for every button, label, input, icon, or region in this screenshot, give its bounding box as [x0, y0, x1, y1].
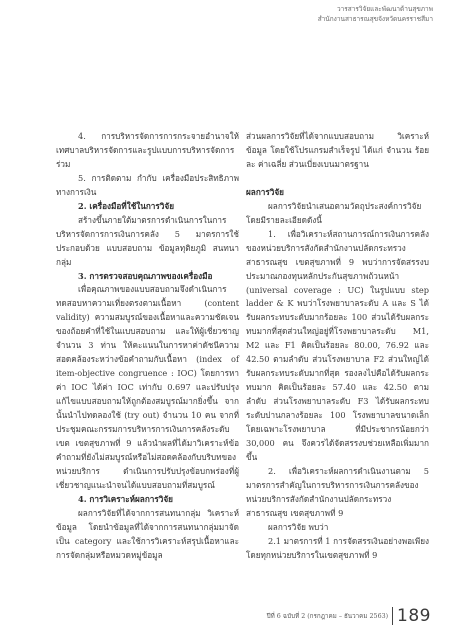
section-heading: ผลการวิจัย	[246, 186, 284, 197]
footer-divider	[392, 607, 393, 625]
page-number: 189	[397, 606, 431, 626]
section-heading: 4. การวิเคราะห์ผลการวิจัย	[78, 493, 173, 504]
right-column	[246, 130, 429, 563]
running-header	[318, 4, 433, 24]
paragraph: 4. การบริหารจัดการการกระจายอำนาจให้เทศบาลบริหารจัดการและรูปแบบการบริหารจัดการร่วม	[56, 131, 239, 169]
journal-title: วารสารวิจัยและพัฒนาด้านสุขภาพ	[336, 5, 433, 13]
paragraph: ผลการวิจัย พบว่า	[268, 521, 329, 532]
issue-info: ปีที่ 6 ฉบับที่ 2 (กรกฎาคม – ธันวาคม 2563)	[266, 613, 389, 620]
paragraph: สร้างขึ้นภายใต้มาตรการดำเนินการในการบริหารจัดการการเงินการคลัง 5 มาตรการใช้ประกอบด้วย แบบสอบถาม ข้อมูลทุติยภูมิ สนทนากลุ่ม	[56, 214, 239, 267]
paragraph: ผลการวิจัยนำเสนอตามวัตถุประสงค์การวิจัย โดยมีรายละเอียดดังนี้	[246, 200, 422, 225]
journal-publisher: สำนักงานสาธารณสุขจังหวัดนครราชสีมา	[317, 15, 433, 23]
paragraph: 2.1 มาตรการที่ 1 การจัดสรรเงินอย่างพอเพียง โดยทุกหน่วยบริการในเขตสุขภาพที่ 9	[246, 535, 429, 560]
page-footer	[267, 606, 431, 626]
section-heading: 3. การตรวจสอบคุณภาพของเครื่องมือ	[78, 270, 213, 281]
paragraph: ผลการวิจัยที่ได้จากการสนทนากลุ่ม วิเคราะห์ข้อมูล โดยนำข้อมูลที่ได้จากการสนทนากลุ่มมาจัดเป็น category และใช้การวิเคราะห์สรุปเนื้อหาและการจัดกลุ่มหรือหมวดหมู่ข้อมูล	[56, 507, 239, 560]
paragraph: ส่วนผลการวิจัยที่ได้จากแบบสอบถาม วิเคราะห์ข้อมูล โดยใช้โปรแกรมสำเร็จรูป ได้แก่ จำนวน ร้อยละ ค่าเฉลี่ย ส่วนเบี่ยงเบนมาตรฐาน	[246, 131, 429, 169]
paragraph: 5. การติดตาม กำกับ เครื่องมือประสิทธิภาพทางการเงิน	[56, 172, 239, 197]
section-heading: 2. เครื่องมือที่ใช้ในการวิจัย	[78, 200, 174, 211]
paragraph: 2. เพื่อวิเคราะห์ผลการดำเนินงานตาม 5 มาตรการสำคัญในการบริหารการเงินการคลังของหน่วยบริการสังกัดสำนักงานปลัดกระทรวงสาธารณสุข เขตสุขภาพที่ 9	[246, 465, 429, 518]
spacer	[246, 172, 429, 186]
paragraph: 1. เพื่อวิเคราะห์สถานการณ์การเงินการคลังของหน่วยบริการสังกัดสำนักงานปลัดกระทรวงสาธารณสุข เขตสุขภาพที่ 9 พบว่าการจัดสรรงบประมาณกองทุนหลักประกันสุขภาพถ้วนหน้า (universal coverage : UC) ในรูปแบบ step ladder & K พบว่าโรงพยาบาลระดับ A และ S ได้รับผลกระทบระดับมากร้อยละ 100 ส่วนได้รับผลกระทบมากที่สุดส่วนใหญ่อยู่ที่โรงพยาบาลระดับ M1, M2 และ F1 คิดเป็นร้อยละ 80.00, 76.92 และ 42.50 ตามลำดับ ส่วนโรงพยาบาล F2 ส่วนใหญ่ได้รับผลกระทบระดับมากที่สุด รองลงไปคือได้รับผลกระทบมาก คิดเป็นร้อยละ 57.40 และ 42.50 ตามลำดับ ส่วนโรงพยาบาลระดับ F3 ได้รับผลกระทบระดับปานกลางร้อยละ 100 โรงพยาบาลขนาดเล็กโดยเฉพาะโรงพยาบาล ที่มีประชากรน้อยกว่า 30,000 คน จึงควรได้จัดสรรงบช่วยเหลือเพิ่มมากขึ้น	[246, 228, 429, 462]
paragraph: เพื่อคุณภาพของแบบสอบถามจึงดำเนินการทดสอบหาความเที่ยงตรงตามเนื้อหา (content validity) ความสมบูรณ์ของเนื้อหาและความชัดเจนของถ้อยคำที่ใช้ในแบบสอบถาม และให้ผู้เชี่ยวชาญจำนวน 3 ท่าน ให้คะแนนในการหาค่าดัชนีความสอดคล้องระหว่างข้อคำถามกับเนื้อหา (index of item-objective congruence : IOC) โดยการหาค่า IOC ได้ค่า IOC เท่ากับ 0.697 และปรับปรุงแก้ไขแบบสอบถามให้ถูกต้องสมบูรณ์มากยิ่งขึ้น จากนั้นนำไปทดลองใช้ (try out) จำนวน 10 คน จากที่ประชุมคณะกรรมการบริหารการเงินการคลังระดับเขต เขตสุขภาพที่ 9 แล้วนำผลที่ได้มาวิเคราะห์ข้อคำถามที่ยังไม่สมบูรณ์หรือไม่สอดคล้องกับบริบทของหน่วยบริการ ดำเนินการปรับปรุงข้อบกพร่องที่ผู้เชี่ยวชาญแนะนำจนได้แบบสอบถามที่สมบูรณ์	[56, 284, 239, 490]
left-column	[56, 130, 239, 563]
